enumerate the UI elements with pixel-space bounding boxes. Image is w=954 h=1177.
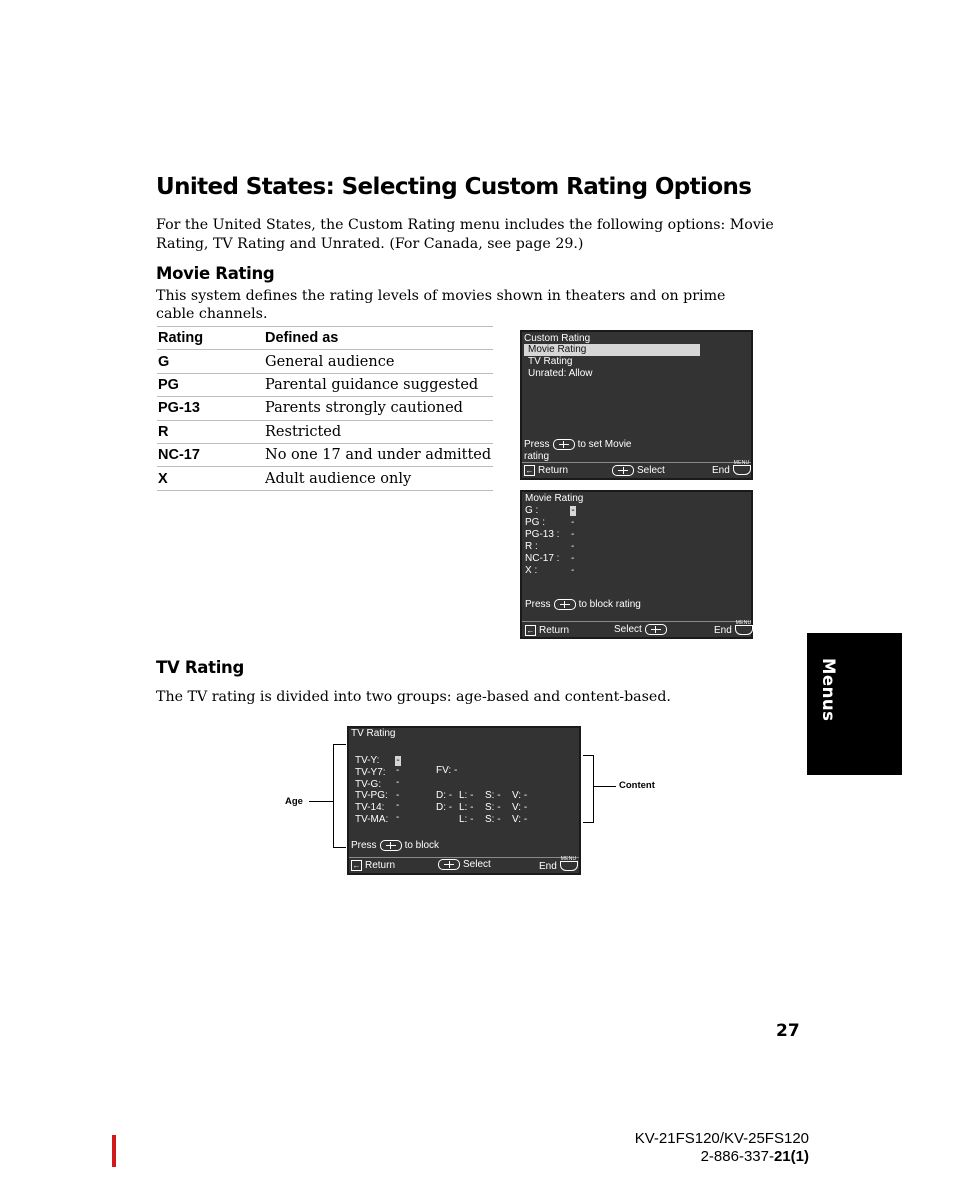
page-number: 27 (776, 1021, 800, 1041)
content-leader-line (594, 786, 616, 787)
content-s[interactable]: S: - (485, 790, 501, 801)
osd-footer (522, 462, 751, 478)
content-v[interactable]: V: - (512, 814, 528, 825)
rating-value[interactable]: - (571, 553, 575, 564)
select-label: Select (463, 859, 491, 871)
age-label: TV-Y: (355, 755, 380, 766)
age-label: TV-14: (355, 802, 385, 813)
tv-rating-description: The TV rating is divided into two groups: age-based and content-based. (156, 689, 671, 705)
age-bracket (333, 744, 346, 848)
press-suffix: to block (404, 840, 440, 852)
return-hint (524, 465, 568, 477)
fv-setting[interactable]: FV: - (436, 765, 458, 776)
movie-rating-heading: Movie Rating (156, 264, 275, 283)
end-label: End (712, 465, 730, 476)
rating-value[interactable]: - (571, 529, 575, 540)
content-callout: Content (619, 780, 655, 791)
return-label: Return (539, 625, 570, 637)
rating-code: PG (157, 373, 264, 396)
content-l[interactable]: L: - (459, 814, 474, 825)
section-tab-label: Menus (819, 658, 838, 722)
selection-cursor[interactable]: - (396, 755, 400, 766)
joystick-icon (645, 624, 667, 635)
end-hint (539, 856, 578, 873)
content-bracket (583, 755, 594, 823)
return-arrow-icon: ← (525, 466, 534, 475)
menu-tag: MENU (735, 620, 752, 627)
table-header-row (157, 327, 493, 350)
return-hint (351, 860, 395, 872)
rating-label: R : (525, 541, 538, 552)
menu-tag: MENU (560, 856, 577, 863)
content-l[interactable]: L: - (459, 790, 474, 801)
document-number-suffix: 21(1) (773, 1148, 809, 1165)
return-hint (525, 625, 569, 637)
return-arrow-icon: ← (526, 626, 535, 635)
select-hint (614, 624, 670, 636)
press-suffix: to set Movie (577, 439, 632, 451)
menu-button-icon (733, 460, 751, 475)
content-d[interactable]: D: - (436, 802, 453, 813)
age-value[interactable]: - (396, 765, 400, 776)
osd-instruction (351, 840, 439, 852)
table-row (157, 443, 493, 466)
osd-instruction (524, 439, 631, 451)
select-hint (609, 465, 665, 477)
content-l[interactable]: L: - (459, 802, 474, 813)
selection-cursor[interactable]: - (571, 505, 575, 516)
age-value[interactable]: - (396, 812, 400, 823)
return-arrow-icon: ← (352, 861, 361, 870)
table-row (157, 467, 493, 490)
osd-footer (522, 621, 751, 637)
osd-title: Custom Rating (524, 333, 591, 344)
defined-as-column-header: Defined as (264, 327, 493, 350)
table-row (157, 420, 493, 443)
joystick-icon (438, 859, 460, 870)
rating-code: G (157, 350, 264, 373)
rating-definition: Parental guidance suggested (264, 373, 493, 396)
intro-paragraph: For the United States, the Custom Rating menu includes the following options: Movie Rating, TV Rating and Unrated. (For Canada, see page 29.) (156, 217, 774, 252)
menu-item-tv-rating[interactable]: TV Rating (528, 356, 573, 367)
section-tab (807, 633, 902, 775)
page-title: United States: Selecting Custom Rating Options (156, 174, 752, 200)
custom-rating-screen (520, 330, 753, 480)
table-row (157, 397, 493, 420)
menu-tag: MENU (733, 460, 750, 467)
menu-button-icon (560, 856, 578, 871)
rating-code: R (157, 420, 264, 443)
age-label: TV-Y7: (355, 767, 386, 778)
age-label: TV-PG: (355, 790, 388, 801)
tv-rating-heading: TV Rating (156, 658, 245, 677)
age-value[interactable]: - (396, 777, 400, 788)
joystick-icon (612, 465, 634, 476)
content-v[interactable]: V: - (512, 802, 528, 813)
rating-definition: No one 17 and under admitted (264, 443, 493, 466)
osd-instruction (525, 599, 641, 611)
rating-value[interactable] (570, 505, 576, 517)
osd-title: TV Rating (351, 728, 396, 739)
return-label: Return (365, 860, 396, 872)
press-label: Press (351, 840, 377, 852)
content-d[interactable]: D: - (436, 790, 453, 801)
table-row (157, 373, 493, 396)
rating-definition: Restricted (264, 420, 493, 443)
content-v[interactable]: V: - (512, 790, 528, 801)
rating-column-header: Rating (157, 327, 264, 350)
rating-label: X : (525, 565, 538, 576)
movie-rating-screen (520, 490, 753, 639)
menu-item-movie-rating[interactable]: Movie Rating (528, 344, 587, 355)
osd-footer (349, 857, 579, 873)
age-leader-line (309, 801, 333, 802)
rating-definition: General audience (264, 350, 493, 373)
rating-label: G : (525, 505, 539, 516)
end-hint (712, 460, 751, 477)
select-label: Select (637, 465, 665, 477)
rating-label: PG : (525, 517, 546, 528)
joystick-icon (553, 439, 575, 450)
joystick-icon (554, 599, 576, 610)
press-label: Press (524, 439, 550, 451)
movie-rating-description: This system defines the rating levels of movies shown in theaters and on prime cable channels. (156, 288, 726, 322)
rating-code: X (157, 467, 264, 490)
age-value[interactable]: - (396, 800, 400, 811)
select-label: Select (614, 624, 642, 636)
menu-button-icon (735, 620, 753, 635)
table-row (157, 350, 493, 373)
rating-definition: Parents strongly cautioned (264, 397, 493, 420)
age-label: TV-MA: (355, 814, 389, 825)
return-label: Return (538, 465, 569, 477)
end-label: End (539, 861, 557, 872)
document-number (635, 1148, 809, 1166)
select-hint (435, 859, 491, 871)
rating-value[interactable]: - (571, 541, 575, 552)
rating-value[interactable]: - (571, 517, 575, 528)
age-value[interactable]: - (396, 790, 400, 801)
age-label: TV-G: (355, 779, 382, 790)
document-number-prefix: 2-886-337- (700, 1148, 774, 1165)
model-number-block (635, 1130, 809, 1166)
press-suffix: to block rating (578, 599, 641, 611)
rating-label: PG-13 : (525, 529, 560, 540)
rating-value[interactable]: - (571, 565, 575, 576)
content-s[interactable]: S: - (485, 814, 501, 825)
content-s[interactable]: S: - (485, 802, 501, 813)
red-margin-bar (112, 1135, 116, 1167)
rating-label: NC-17 : (525, 553, 560, 564)
end-hint (714, 620, 753, 637)
tv-rating-screen (347, 726, 581, 875)
age-callout: Age (285, 796, 303, 807)
movie-rating-table (157, 326, 493, 491)
press-label: Press (525, 599, 551, 611)
rating-definition: Adult audience only (264, 467, 493, 490)
model-number: KV-21FS120/KV-25FS120 (634, 1130, 809, 1147)
joystick-icon (380, 840, 402, 851)
end-label: End (714, 625, 732, 636)
rating-code: NC-17 (157, 443, 264, 466)
rating-code: PG-13 (157, 397, 264, 420)
osd-instruction-line2: rating (524, 451, 550, 462)
osd-title: Movie Rating (525, 493, 584, 504)
menu-item-unrated[interactable]: Unrated: Allow (528, 368, 593, 379)
